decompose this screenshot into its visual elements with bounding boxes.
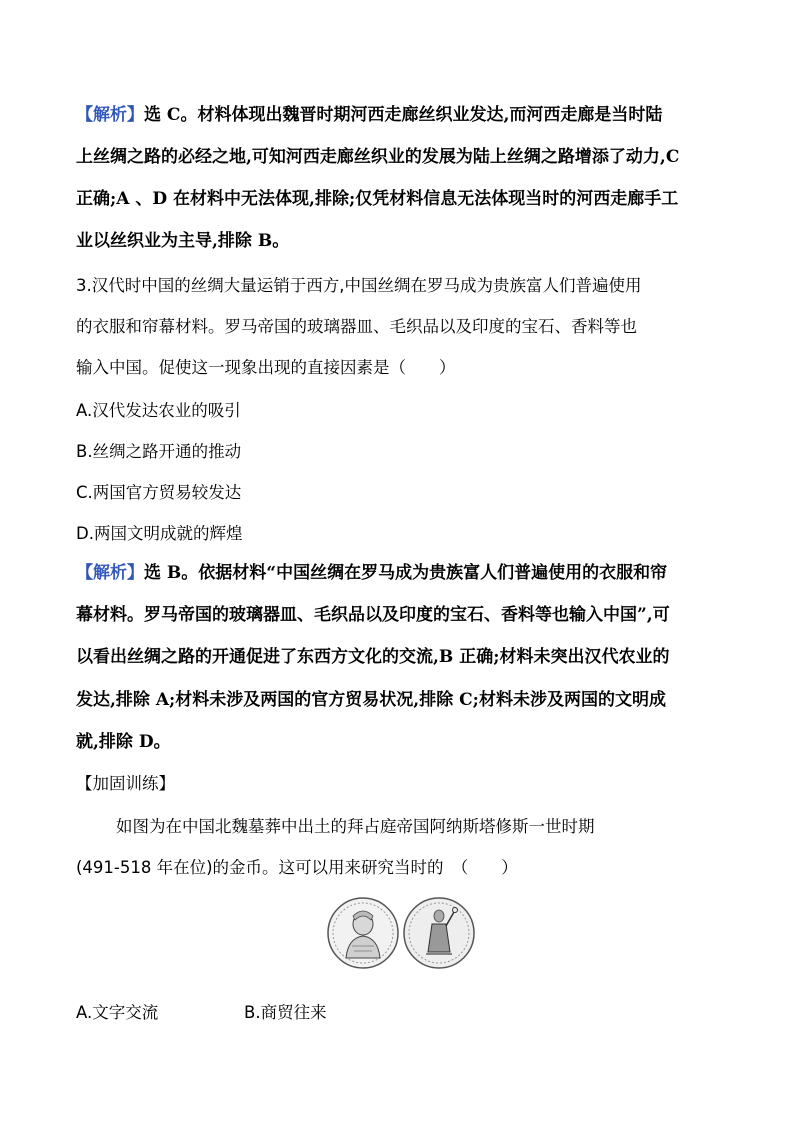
analysis-tag: 【解析】 <box>76 105 144 125</box>
section-heading: 【加固训练】 <box>76 774 175 793</box>
analysis-1-line-1 <box>76 103 662 127</box>
option-a: A.汉代发达农业的吸引 <box>76 401 241 420</box>
analysis-2-line-3: 以看出丝绸之路的开通促进了东西方文化的交流,B 正确;材料未突出汉代农业的 <box>76 647 670 667</box>
coin-reverse <box>404 898 474 968</box>
coin-obverse <box>328 898 398 968</box>
analysis-tag: 【解析】 <box>76 563 144 583</box>
option-c: C.两国官方贸易较发达 <box>76 483 242 502</box>
analysis-2-line-1 <box>76 561 667 585</box>
analysis-text: 选 B。依据材料“中国丝绸在罗马成为贵族富人们普遍使用的衣服和帘 <box>144 563 668 583</box>
analysis-2-line-4: 发达,排除 A;材料未涉及两国的官方贸易状况,排除 C;材料未涉及两国的文明成 <box>76 690 666 710</box>
analysis-1-line-4: 业以丝织业为主导,排除 B。 <box>76 231 290 251</box>
extra-question-line-2: (491-518 年在位)的金币。这可以用来研究当时的 （ ） <box>76 858 518 877</box>
analysis-1-line-2: 上丝绸之路的必经之地,可知河西走廊丝织业的发展为陆上丝绸之路增添了动力,C <box>76 147 680 167</box>
analysis-1-line-3: 正确;A 、D 在材料中无法体现,排除;仅凭材料信息无法体现当时的河西走廊手工 <box>76 189 679 209</box>
extra-option-b: B.商贸往来 <box>244 1003 327 1022</box>
analysis-2-line-2: 幕材料。罗马帝国的玻璃器皿、毛织品以及印度的宝石、香料等也输入中国”,可 <box>76 605 670 625</box>
extra-question-line-1: 如图为在中国北魏墓葬中出土的拜占庭帝国阿纳斯塔修斯一世时期 <box>116 817 595 836</box>
question-3-line-3: 输入中国。促使这一现象出现的直接因素是（ ） <box>76 358 456 377</box>
extra-option-a: A.文字交流 <box>76 1003 159 1022</box>
option-d: D.两国文明成就的辉煌 <box>76 524 243 543</box>
question-3-line-2: 的衣服和帘幕材料。罗马帝国的玻璃器皿、毛织品以及印度的宝石、香料等也 <box>76 317 637 336</box>
analysis-2-line-5: 就,排除 D。 <box>76 732 171 752</box>
extra-options-row <box>76 1001 158 1025</box>
gold-coins-image <box>326 896 476 970</box>
question-3-line-1: 3.汉代时中国的丝绸大量运销于西方,中国丝绸在罗马成为贵族富人们普遍使用 <box>76 276 642 295</box>
option-b: B.丝绸之路开通的推动 <box>76 442 242 461</box>
analysis-text: 选 C。材料体现出魏晋时期河西走廊丝织业发达,而河西走廊是当时陆 <box>144 105 663 125</box>
